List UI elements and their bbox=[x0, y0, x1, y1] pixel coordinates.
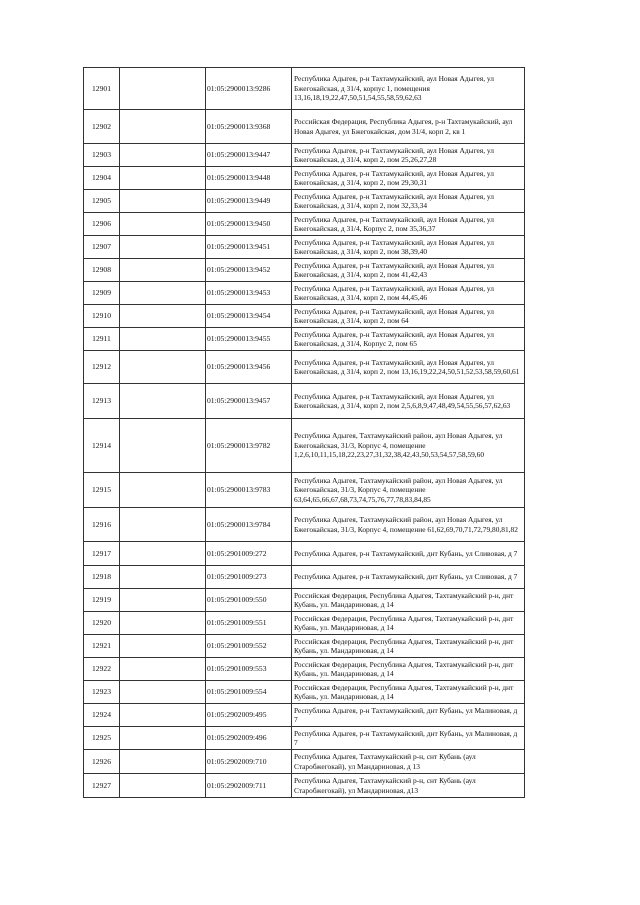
empty-cell bbox=[120, 750, 206, 774]
cadastral-number: 01:05:2900013:9450 bbox=[206, 213, 292, 236]
empty-cell bbox=[120, 774, 206, 798]
empty-cell bbox=[120, 704, 206, 727]
cadastral-number: 01:05:2900013:9448 bbox=[206, 167, 292, 190]
address: Российская Федерация, Республика Адыгея, р-н Тахтамукайский, аул Новая Адыгея, ул Бжегокайская, дом 31/4, корп 2, кв 1 bbox=[292, 110, 525, 144]
address: Российская Федерация, Республика Адыгея, Тахтамукайский р-н, днт Кубань, ул. Мандариновая, д 14 bbox=[292, 658, 525, 681]
table-row bbox=[84, 727, 525, 750]
cadastral-number: 01:05:2900013:9457 bbox=[206, 384, 292, 419]
row-number: 12924 bbox=[84, 704, 120, 727]
row-number: 12926 bbox=[84, 750, 120, 774]
table-row bbox=[84, 259, 525, 282]
empty-cell bbox=[120, 727, 206, 750]
table-row bbox=[84, 282, 525, 305]
cadastral-number: 01:05:2902009:495 bbox=[206, 704, 292, 727]
address: Российская Федерация, Республика Адыгея, Тахтамукайский р-н, днт Кубань, ул. Мандариновая, д 14 bbox=[292, 589, 525, 612]
address: Республика Адыгея, Тахтамукайский р-н, снт Кубань (аул Старобжегокай), ул Мандариновая, д13 bbox=[292, 774, 525, 798]
table-row bbox=[84, 351, 525, 384]
table-row bbox=[84, 704, 525, 727]
empty-cell bbox=[120, 190, 206, 213]
address: Республика Адыгея, р-н Тахтамукайский, аул Новая Адыгея, ул Бжегокайская, д 31/4, корп 2, пом 44,45,46 bbox=[292, 282, 525, 305]
cadastral-number: 01:05:2900013:9782 bbox=[206, 419, 292, 473]
cadastral-number: 01:05:2902009:711 bbox=[206, 774, 292, 798]
table-row bbox=[84, 305, 525, 328]
table-row bbox=[84, 681, 525, 704]
cadastral-number: 01:05:2900013:9783 bbox=[206, 473, 292, 508]
table-row bbox=[84, 144, 525, 167]
cadastral-number: 01:05:2901009:272 bbox=[206, 542, 292, 566]
row-number: 12902 bbox=[84, 110, 120, 144]
row-number: 12922 bbox=[84, 658, 120, 681]
empty-cell bbox=[120, 566, 206, 589]
address: Республика Адыгея, р-н Тахтамукайский, аул Новая Адыгея, ул Бжегокайская, д 31/4, корп 2, пом 38,39,40 bbox=[292, 236, 525, 259]
row-number: 12919 bbox=[84, 589, 120, 612]
address: Российская Федерация, Республика Адыгея, Тахтамукайский р-н, днт Кубань, ул. Мандариновая, д 14 bbox=[292, 681, 525, 704]
table-row bbox=[84, 589, 525, 612]
address: Республика Адыгея, р-н Тахтамукайский, аул Новая Адыгея, ул Бжегокайская, д 31/4, корп 2, пом 32,33,34 bbox=[292, 190, 525, 213]
row-number: 12927 bbox=[84, 774, 120, 798]
empty-cell bbox=[120, 589, 206, 612]
address: Республика Адыгея, р-н Тахтамукайский, днт Кубань, ул Малиновая, д 7 bbox=[292, 727, 525, 750]
cadastral-number: 01:05:2902009:710 bbox=[206, 750, 292, 774]
row-number: 12915 bbox=[84, 473, 120, 508]
table-row bbox=[84, 508, 525, 542]
cadastral-number: 01:05:2901009:554 bbox=[206, 681, 292, 704]
cadastral-number: 01:05:2901009:551 bbox=[206, 612, 292, 635]
empty-cell bbox=[120, 351, 206, 384]
row-number: 12916 bbox=[84, 508, 120, 542]
address: Республика Адыгея, Тахтамукайский район, аул Новая Адыгея, ул Бжегокайская, 31/3, Корпус 4, помещение 61,62,69,70,71,72,79,80,81,82 bbox=[292, 508, 525, 542]
address: Республика Адыгея, р-н Тахтамукайский, аул Новая Адыгея, ул Бжегокайская, д 31/4, корп 2, пом 29,30,31 bbox=[292, 167, 525, 190]
address: Республика Адыгея, р-н Тахтамукайский, аул Новая Адыгея, ул Бжегокайская, д 31/4, корп 2, пом 64 bbox=[292, 305, 525, 328]
row-number: 12914 bbox=[84, 419, 120, 473]
address: Республика Адыгея, р-н Тахтамукайский, днт Кубань, ул Сливовая, д 7 bbox=[292, 542, 525, 566]
cadastral-number: 01:05:2901009:550 bbox=[206, 589, 292, 612]
row-number: 12901 bbox=[84, 68, 120, 110]
records-table-body bbox=[84, 68, 525, 798]
empty-cell bbox=[120, 635, 206, 658]
empty-cell bbox=[120, 419, 206, 473]
cadastral-number: 01:05:2900013:9455 bbox=[206, 328, 292, 351]
records-table bbox=[83, 67, 525, 798]
empty-cell bbox=[120, 658, 206, 681]
cadastral-number: 01:05:2901009:552 bbox=[206, 635, 292, 658]
cadastral-number: 01:05:2900013:9784 bbox=[206, 508, 292, 542]
empty-cell bbox=[120, 259, 206, 282]
row-number: 12908 bbox=[84, 259, 120, 282]
row-number: 12912 bbox=[84, 351, 120, 384]
row-number: 12907 bbox=[84, 236, 120, 259]
cadastral-number: 01:05:2900013:9447 bbox=[206, 144, 292, 167]
row-number: 12904 bbox=[84, 167, 120, 190]
empty-cell bbox=[120, 213, 206, 236]
cadastral-number: 01:05:2902009:496 bbox=[206, 727, 292, 750]
cadastral-number: 01:05:2900013:9453 bbox=[206, 282, 292, 305]
cadastral-number: 01:05:2901009:273 bbox=[206, 566, 292, 589]
empty-cell bbox=[120, 144, 206, 167]
row-number: 12909 bbox=[84, 282, 120, 305]
address: Республика Адыгея, р-н Тахтамукайский, днт Кубань, ул Сливовая, д 7 bbox=[292, 566, 525, 589]
empty-cell bbox=[120, 328, 206, 351]
row-number: 12918 bbox=[84, 566, 120, 589]
address: Республика Адыгея, Тахтамукайский р-н, снт Кубань (аул Старобжегокай), ул Мандариновая, д 13 bbox=[292, 750, 525, 774]
table-row bbox=[84, 167, 525, 190]
table-row bbox=[84, 566, 525, 589]
table-row bbox=[84, 213, 525, 236]
address: Республика Адыгея, Тахтамукайский район, аул Новая Адыгея, ул Бжегокайская, 31/3, Корпус 4, помещение 63,64,65,66,67,68,73,74,75,76,77,78,83,84,85 bbox=[292, 473, 525, 508]
table-row bbox=[84, 542, 525, 566]
empty-cell bbox=[120, 167, 206, 190]
row-number: 12917 bbox=[84, 542, 120, 566]
row-number: 12906 bbox=[84, 213, 120, 236]
cadastral-number: 01:05:2900013:9456 bbox=[206, 351, 292, 384]
table-row bbox=[84, 68, 525, 110]
address: Республика Адыгея, р-н Тахтамукайский, аул Новая Адыгея, ул Бжегокайская, д 31/4, корп 2, пом 13,16,19,22,24,50,51,52,53,58,59,60,61 bbox=[292, 351, 525, 384]
table-row bbox=[84, 750, 525, 774]
row-number: 12910 bbox=[84, 305, 120, 328]
cadastral-number: 01:05:2900013:9451 bbox=[206, 236, 292, 259]
address: Республика Адыгея, р-н Тахтамукайский, аул Новая Адыгея, ул Бжегокайская, д 31/4, Корпус 2, пом 65 bbox=[292, 328, 525, 351]
row-number: 12925 bbox=[84, 727, 120, 750]
empty-cell bbox=[120, 384, 206, 419]
address: Республика Адыгея, р-н Тахтамукайский, аул Новая Адыгея, ул Бжегокайская, д 31/4, Корпус 2, пом 35,36,37 bbox=[292, 213, 525, 236]
empty-cell bbox=[120, 542, 206, 566]
row-number: 12923 bbox=[84, 681, 120, 704]
table-row bbox=[84, 190, 525, 213]
empty-cell bbox=[120, 236, 206, 259]
row-number: 12920 bbox=[84, 612, 120, 635]
address: Республика Адыгея, р-н Тахтамукайский, аул Новая Адыгея, ул Бжегокайская, д 31/4, корпус 1, помещения 13,16,18,19,22,47,50,51,54,55,58,59,62,63 bbox=[292, 68, 525, 110]
table-row bbox=[84, 419, 525, 473]
address: Республика Адыгея, р-н Тахтамукайский, аул Новая Адыгея, ул Бжегокайская, д 31/4, корп 2, пом 41,42,43 bbox=[292, 259, 525, 282]
table-row bbox=[84, 236, 525, 259]
table-row bbox=[84, 384, 525, 419]
table-row bbox=[84, 612, 525, 635]
table-row bbox=[84, 328, 525, 351]
empty-cell bbox=[120, 68, 206, 110]
row-number: 12903 bbox=[84, 144, 120, 167]
cadastral-number: 01:05:2900013:9452 bbox=[206, 259, 292, 282]
table-row bbox=[84, 774, 525, 798]
address: Республика Адыгея, Тахтамукайский район, аул Новая Адыгея, ул Бжегокайская, 31/3, Корпус 4, помещение 1,2,6,10,11,15,18,22,23,27,31,32,38,42,43,50,53,54,57,58,59,60 bbox=[292, 419, 525, 473]
empty-cell bbox=[120, 282, 206, 305]
cadastral-number: 01:05:2900013:9449 bbox=[206, 190, 292, 213]
empty-cell bbox=[120, 110, 206, 144]
table-row bbox=[84, 473, 525, 508]
row-number: 12913 bbox=[84, 384, 120, 419]
cadastral-number: 01:05:2900013:9286 bbox=[206, 68, 292, 110]
empty-cell bbox=[120, 681, 206, 704]
address: Российская Федерация, Республика Адыгея, Тахтамукайский р-н, днт Кубань, ул. Мандариновая, д 14 bbox=[292, 612, 525, 635]
address: Республика Адыгея, р-н Тахтамукайский, днт Кубань, ул Малиновая, д 7 bbox=[292, 704, 525, 727]
table-row bbox=[84, 635, 525, 658]
empty-cell bbox=[120, 508, 206, 542]
row-number: 12905 bbox=[84, 190, 120, 213]
address: Республика Адыгея, р-н Тахтамукайский, аул Новая Адыгея, ул Бжегокайская, д 31/4, корп 2, пом 25,26,27,28 bbox=[292, 144, 525, 167]
table-row bbox=[84, 110, 525, 144]
address: Российская Федерация, Республика Адыгея, Тахтамукайский р-н, днт Кубань, ул. Мандариновая, д 14 bbox=[292, 635, 525, 658]
empty-cell bbox=[120, 305, 206, 328]
row-number: 12921 bbox=[84, 635, 120, 658]
cadastral-number: 01:05:2901009:553 bbox=[206, 658, 292, 681]
cadastral-number: 01:05:2900013:9454 bbox=[206, 305, 292, 328]
cadastral-number: 01:05:2900013:9368 bbox=[206, 110, 292, 144]
row-number: 12911 bbox=[84, 328, 120, 351]
empty-cell bbox=[120, 612, 206, 635]
address: Республика Адыгея, р-н Тахтамукайский, аул Новая Адыгея, ул Бжегокайская, д 31/4, корп 2, пом 2,5,6,8,9,47,48,49,54,55,56,57,62,63 bbox=[292, 384, 525, 419]
empty-cell bbox=[120, 473, 206, 508]
table-row bbox=[84, 658, 525, 681]
